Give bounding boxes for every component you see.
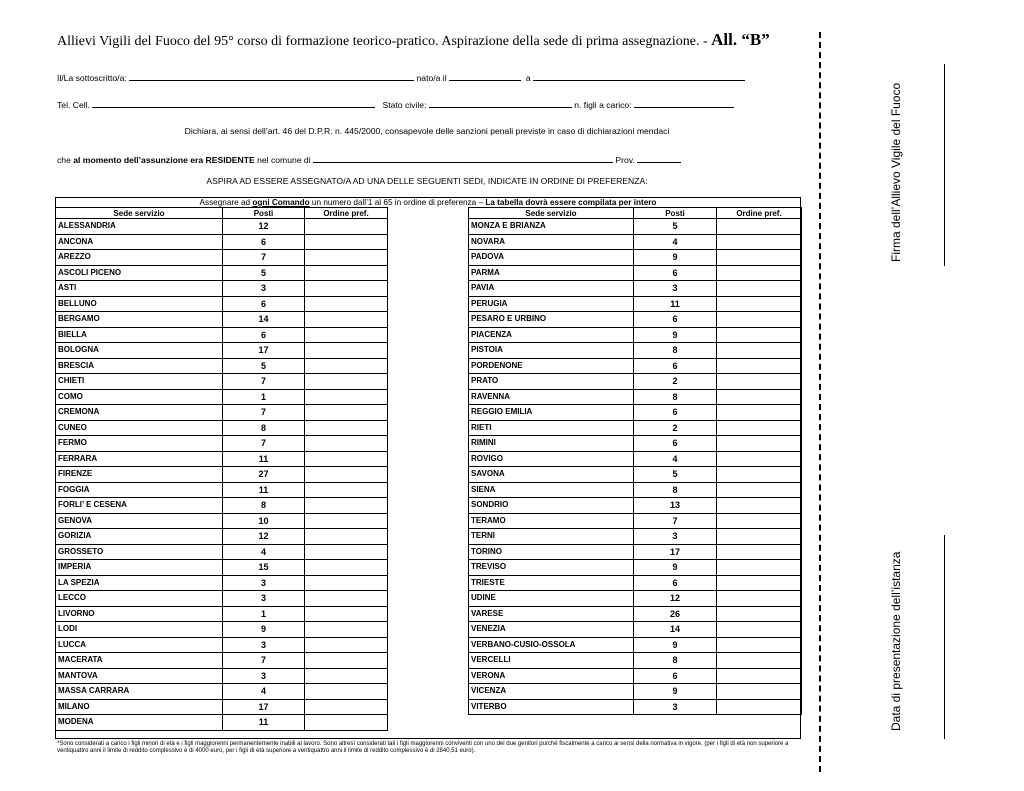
table-row: [469, 606, 802, 622]
table-row: [469, 482, 802, 498]
ordine-input-cell[interactable]: [305, 575, 388, 591]
posti-cell: 6: [634, 405, 717, 421]
posti-cell: 6: [634, 358, 717, 374]
table-row: [56, 327, 388, 343]
table-row: [469, 699, 802, 715]
sede-cell: VICENZA: [469, 684, 634, 700]
table-row: [469, 405, 802, 421]
ordine-input-cell[interactable]: [305, 296, 388, 312]
posti-cell: 11: [223, 482, 305, 498]
date-line: [944, 535, 945, 739]
ordine-input-cell[interactable]: [305, 436, 388, 452]
sede-cell: COMO: [56, 389, 223, 405]
posti-cell: 3: [634, 699, 717, 715]
ordine-input-cell[interactable]: [305, 389, 388, 405]
ordine-input-cell[interactable]: [717, 296, 802, 312]
sede-cell: BELLUNO: [56, 296, 223, 312]
header-posti: Posti: [223, 208, 305, 219]
header-ordine: Ordine pref.: [305, 208, 388, 219]
sede-cell: UDINE: [469, 591, 634, 607]
posti-cell: 1: [223, 606, 305, 622]
posti-cell: 17: [223, 343, 305, 359]
sede-cell: RIMINI: [469, 436, 634, 452]
ordine-input-cell[interactable]: [305, 405, 388, 421]
phone-field[interactable]: [92, 98, 375, 108]
posti-cell: 12: [223, 529, 305, 545]
table-row: [469, 498, 802, 514]
posti-cell: 3: [223, 668, 305, 684]
posti-cell: 7: [223, 250, 305, 266]
posti-cell: 9: [634, 250, 717, 266]
ordine-input-cell[interactable]: [717, 606, 802, 622]
ordine-input-cell[interactable]: [717, 544, 802, 560]
sede-cell: GENOVA: [56, 513, 223, 529]
posti-cell: 4: [634, 234, 717, 250]
sede-cell: BERGAMO: [56, 312, 223, 328]
posti-cell: 3: [223, 575, 305, 591]
sede-cell: IMPERIA: [56, 560, 223, 576]
posti-cell: 15: [223, 560, 305, 576]
posti-cell: 5: [223, 265, 305, 281]
ordine-input-cell[interactable]: [305, 358, 388, 374]
residence-bold: al momento dell’assunzione era RESIDENTE: [73, 155, 255, 165]
posti-cell: 14: [634, 622, 717, 638]
ordine-input-cell[interactable]: [717, 653, 802, 669]
sede-cell: REGGIO EMILIA: [469, 405, 634, 421]
table-row: [469, 513, 802, 529]
table-row: [56, 544, 388, 560]
posti-cell: 2: [634, 374, 717, 390]
table-row: [469, 622, 802, 638]
posti-cell: 4: [634, 451, 717, 467]
table-row: [469, 451, 802, 467]
assign-instructions: Assegnare ad ogni Comando un numero dall’1 al 65 in ordine di preferenza – La tabella dovrà essere compilata per intero: [199, 198, 657, 207]
sede-cell: BOLOGNA: [56, 343, 223, 359]
table-row: [469, 560, 802, 576]
table-row: [56, 467, 388, 483]
posti-cell: 5: [634, 467, 717, 483]
table-row: [56, 606, 388, 622]
posti-cell: 8: [634, 389, 717, 405]
preferences-table-right: [468, 207, 802, 715]
ordine-input-cell[interactable]: [717, 250, 802, 266]
ordine-input-cell[interactable]: [717, 374, 802, 390]
posti-cell: 7: [223, 653, 305, 669]
table-row: [56, 529, 388, 545]
sede-cell: ASTI: [56, 281, 223, 297]
table-row: [469, 250, 802, 266]
posti-cell: 6: [223, 327, 305, 343]
ordine-input-cell[interactable]: [717, 668, 802, 684]
posti-cell: 6: [223, 234, 305, 250]
sede-cell: MONZA E BRIANZA: [469, 219, 634, 235]
sede-cell: FERRARA: [56, 451, 223, 467]
ordine-input-cell[interactable]: [305, 684, 388, 700]
ordine-input-cell[interactable]: [717, 451, 802, 467]
ordine-input-cell[interactable]: [717, 529, 802, 545]
header-posti: Posti: [634, 208, 717, 219]
province-label: Prov.: [615, 155, 635, 165]
table-row: [469, 343, 802, 359]
posti-cell: 6: [634, 575, 717, 591]
ordine-input-cell[interactable]: [305, 250, 388, 266]
sede-cell: PORDENONE: [469, 358, 634, 374]
sede-cell: TERAMO: [469, 513, 634, 529]
posti-cell: 10: [223, 513, 305, 529]
sede-cell: BIELLA: [56, 327, 223, 343]
ordine-input-cell[interactable]: [305, 312, 388, 328]
posti-cell: 2: [634, 420, 717, 436]
ordine-input-cell[interactable]: [305, 327, 388, 343]
posti-cell: 8: [223, 420, 305, 436]
birth-place-label: a: [525, 73, 531, 83]
ordine-input-cell[interactable]: [717, 312, 802, 328]
table-row: [469, 265, 802, 281]
header-sede: Sede servizio: [469, 208, 634, 219]
ordine-input-cell[interactable]: [717, 343, 802, 359]
ordine-input-cell[interactable]: [305, 560, 388, 576]
table-row: [469, 529, 802, 545]
sede-cell: RIETI: [469, 420, 634, 436]
posti-cell: 9: [634, 327, 717, 343]
ordine-input-cell[interactable]: [305, 544, 388, 560]
posti-cell: 7: [223, 405, 305, 421]
ordine-input-cell[interactable]: [305, 234, 388, 250]
header-sede: Sede servizio: [56, 208, 223, 219]
sede-cell: PESARO E URBINO: [469, 312, 634, 328]
ordine-input-cell[interactable]: [305, 622, 388, 638]
posti-cell: 3: [223, 637, 305, 653]
ordine-input-cell[interactable]: [717, 622, 802, 638]
birth-place-field[interactable]: [533, 71, 745, 81]
posti-cell: 7: [223, 374, 305, 390]
sede-cell: TERNI: [469, 529, 634, 545]
table-row: [469, 420, 802, 436]
posti-cell: 11: [634, 296, 717, 312]
table-row: [56, 684, 388, 700]
table-row: [56, 451, 388, 467]
sede-cell: LUCCA: [56, 637, 223, 653]
ordine-input-cell[interactable]: [305, 265, 388, 281]
posti-cell: 12: [634, 591, 717, 607]
ordine-input-cell[interactable]: [717, 420, 802, 436]
ordine-input-cell[interactable]: [717, 575, 802, 591]
sede-cell: LECCO: [56, 591, 223, 607]
table-row: [56, 374, 388, 390]
sede-cell: VITERBO: [469, 699, 634, 715]
ordine-input-cell[interactable]: [305, 715, 388, 731]
ordine-input-cell[interactable]: [305, 498, 388, 514]
birth-date-label: nato/a il: [416, 73, 447, 83]
sede-cell: MASSA CARRARA: [56, 684, 223, 700]
posti-cell: 8: [634, 482, 717, 498]
province-field[interactable]: [637, 153, 681, 163]
sede-cell: ASCOLI PICENO: [56, 265, 223, 281]
posti-cell: 9: [223, 622, 305, 638]
sede-cell: AREZZO: [56, 250, 223, 266]
posti-cell: 11: [223, 715, 305, 731]
table-row: [56, 265, 388, 281]
table-row: [469, 234, 802, 250]
posti-cell: 6: [634, 436, 717, 452]
posti-cell: 17: [223, 699, 305, 715]
declaration-text: Dichiara, ai sensi dell’art. 46 del D.P.R. n. 445/2000, consapevole delle sanzioni penali previste in caso di dichiarazioni mendaci: [184, 126, 670, 136]
civil-status-label: Stato civile:: [382, 100, 427, 110]
ordine-input-cell[interactable]: [717, 327, 802, 343]
sede-cell: PIACENZA: [469, 327, 634, 343]
preferences-table-left: [55, 207, 388, 731]
sede-cell: PADOVA: [469, 250, 634, 266]
ordine-input-cell[interactable]: [305, 219, 388, 235]
table-row: [469, 436, 802, 452]
ordine-input-cell[interactable]: [305, 513, 388, 529]
sede-cell: NOVARA: [469, 234, 634, 250]
ordine-input-cell[interactable]: [305, 482, 388, 498]
sede-cell: ALESSANDRIA: [56, 219, 223, 235]
table-row: [56, 513, 388, 529]
table-row: [469, 668, 802, 684]
ordine-input-cell[interactable]: [717, 219, 802, 235]
posti-cell: 9: [634, 684, 717, 700]
table-row: [469, 358, 802, 374]
posti-cell: 9: [634, 560, 717, 576]
header-ordine: Ordine pref.: [717, 208, 802, 219]
posti-cell: 3: [223, 591, 305, 607]
posti-cell: 7: [223, 436, 305, 452]
municipality-field[interactable]: [313, 153, 613, 163]
posti-cell: 17: [634, 544, 717, 560]
sede-cell: SONDRIO: [469, 498, 634, 514]
posti-cell: 3: [223, 281, 305, 297]
ordine-input-cell[interactable]: [305, 606, 388, 622]
posti-cell: 1: [223, 389, 305, 405]
sede-cell: MILANO: [56, 699, 223, 715]
ordine-input-cell[interactable]: [717, 358, 802, 374]
sede-cell: FERMO: [56, 436, 223, 452]
table-row: [56, 560, 388, 576]
posti-cell: 5: [634, 219, 717, 235]
sede-cell: FORLI’ E CESENA: [56, 498, 223, 514]
ordine-input-cell[interactable]: [717, 560, 802, 576]
ordine-input-cell[interactable]: [717, 591, 802, 607]
table-row: [56, 296, 388, 312]
table-row: [469, 312, 802, 328]
table-row: [56, 436, 388, 452]
sede-cell: PAVIA: [469, 281, 634, 297]
posti-cell: 27: [223, 467, 305, 483]
name-field[interactable]: [129, 71, 414, 81]
sede-cell: LA SPEZIA: [56, 575, 223, 591]
sede-cell: CUNEO: [56, 420, 223, 436]
table-row: [56, 622, 388, 638]
ordine-input-cell[interactable]: [717, 482, 802, 498]
table-row: [469, 637, 802, 653]
aspira-heading: ASPIRA AD ESSERE ASSEGNATO/A AD UNA DELLE SEGUENTI SEDI, INDICATE IN ORDINE DI PREFERENZA:: [206, 176, 648, 186]
ordine-input-cell[interactable]: [717, 637, 802, 653]
sede-cell: VERCELLI: [469, 653, 634, 669]
sede-cell: PARMA: [469, 265, 634, 281]
ordine-input-cell[interactable]: [717, 467, 802, 483]
children-field[interactable]: [634, 98, 734, 108]
date-label: Data di presentazione dell’istanza: [889, 551, 903, 731]
table-row: [56, 699, 388, 715]
ordine-input-cell[interactable]: [717, 405, 802, 421]
sede-cell: TORINO: [469, 544, 634, 560]
table-row: [56, 591, 388, 607]
ordine-input-cell[interactable]: [305, 420, 388, 436]
ordine-input-cell[interactable]: [305, 467, 388, 483]
posti-cell: 3: [634, 529, 717, 545]
sede-cell: MACERATA: [56, 653, 223, 669]
ordine-input-cell[interactable]: [717, 234, 802, 250]
table-row: [56, 420, 388, 436]
table-row: [56, 312, 388, 328]
posti-cell: 11: [223, 451, 305, 467]
phone-label: Tel. Cell.: [57, 100, 90, 110]
table-row: [56, 715, 388, 731]
ordine-input-cell[interactable]: [717, 513, 802, 529]
ordine-input-cell[interactable]: [717, 265, 802, 281]
posti-cell: 8: [223, 498, 305, 514]
table-row: [56, 219, 388, 235]
sede-cell: TRIESTE: [469, 575, 634, 591]
table-row: [469, 374, 802, 390]
table-row: [469, 281, 802, 297]
sede-cell: PISTOIA: [469, 343, 634, 359]
table-row: [56, 575, 388, 591]
table-row: [56, 358, 388, 374]
footnote: *Sono considerati a carico i figli minori di età e i figli maggiorenni permanentemente inabili al lavoro. Sono altresì considerati tali i figli maggiorenni conviventi con uno dei due genitori purché fiscalmente a carico ai sensi della normativa in vigore. (per i figli di età non superiore a ventiquattro anni il limite di reddito complessivo è di 4000 euro, per i figli di età superiore a ventiquattro anni il limite di reddito complessivo è di 2840,51 euro).: [57, 741, 789, 754]
posti-cell: 4: [223, 684, 305, 700]
ordine-input-cell[interactable]: [305, 451, 388, 467]
sede-cell: LIVORNO: [56, 606, 223, 622]
ordine-input-cell[interactable]: [717, 684, 802, 700]
sede-cell: GORIZIA: [56, 529, 223, 545]
sede-cell: ROVIGO: [469, 451, 634, 467]
posti-cell: 8: [634, 653, 717, 669]
table-row: [56, 482, 388, 498]
sede-cell: BRESCIA: [56, 358, 223, 374]
ordine-input-cell[interactable]: [305, 281, 388, 297]
posti-cell: 8: [634, 343, 717, 359]
table-row: [469, 389, 802, 405]
posti-cell: 26: [634, 606, 717, 622]
sede-cell: PERUGIA: [469, 296, 634, 312]
annex-label: All. “B”: [711, 30, 770, 49]
ordine-input-cell[interactable]: [305, 374, 388, 390]
contact-row: [57, 98, 734, 110]
children-label: n. figli a carico:: [574, 100, 632, 110]
posti-cell: 6: [634, 668, 717, 684]
sede-cell: FIRENZE: [56, 467, 223, 483]
sede-cell: GROSSETO: [56, 544, 223, 560]
table-row: [56, 498, 388, 514]
ordine-input-cell[interactable]: [305, 343, 388, 359]
posti-cell: 9: [634, 637, 717, 653]
table-row: [469, 684, 802, 700]
table-row: [56, 234, 388, 250]
table-row: [56, 668, 388, 684]
posti-cell: 12: [223, 219, 305, 235]
sede-cell: VENEZIA: [469, 622, 634, 638]
ordine-input-cell[interactable]: [717, 498, 802, 514]
ordine-input-cell[interactable]: [717, 389, 802, 405]
table-row: [56, 281, 388, 297]
ordine-input-cell[interactable]: [305, 699, 388, 715]
sede-cell: ANCONA: [56, 234, 223, 250]
civil-status-field[interactable]: [429, 98, 572, 108]
table-row: [56, 637, 388, 653]
cut-line: [819, 32, 821, 772]
table-row: [469, 467, 802, 483]
posti-cell: 7: [634, 513, 717, 529]
residence-row: che al momento dell’assunzione era RESIDENTE nel comune di Prov.: [57, 153, 681, 165]
table-row: [469, 591, 802, 607]
table-row: [56, 653, 388, 669]
applicant-row: [57, 71, 745, 83]
ordine-input-cell[interactable]: [305, 637, 388, 653]
page-title: Allievi Vigili del Fuoco del 95° corso di formazione teorico-pratico. Aspirazione della sede di prima assegnazione. - All. “B”: [57, 30, 770, 49]
sede-cell: SIENA: [469, 482, 634, 498]
table-row: [469, 544, 802, 560]
posti-cell: 6: [634, 265, 717, 281]
posti-cell: 5: [223, 358, 305, 374]
sede-cell: MANTOVA: [56, 668, 223, 684]
sede-cell: CREMONA: [56, 405, 223, 421]
sede-cell: VERBANO-CUSIO-OSSOLA: [469, 637, 634, 653]
signature-line: [944, 64, 945, 266]
sede-cell: PRATO: [469, 374, 634, 390]
ordine-input-cell[interactable]: [717, 699, 802, 715]
sede-cell: FOGGIA: [56, 482, 223, 498]
sede-cell: LODI: [56, 622, 223, 638]
sede-cell: SAVONA: [469, 467, 634, 483]
posti-cell: 6: [634, 312, 717, 328]
sede-cell: MODENA: [56, 715, 223, 731]
table-row: [56, 250, 388, 266]
ordine-input-cell[interactable]: [305, 591, 388, 607]
table-row: [469, 219, 802, 235]
table-row: [56, 343, 388, 359]
posti-cell: 13: [634, 498, 717, 514]
ordine-input-cell[interactable]: [717, 436, 802, 452]
sede-cell: RAVENNA: [469, 389, 634, 405]
sede-cell: CHIETI: [56, 374, 223, 390]
sede-cell: TREVISO: [469, 560, 634, 576]
table-row: [56, 389, 388, 405]
posti-cell: 3: [634, 281, 717, 297]
ordine-input-cell[interactable]: [305, 653, 388, 669]
name-label: Il/La sottoscritto/a:: [57, 73, 127, 83]
table-row: [469, 327, 802, 343]
posti-cell: 14: [223, 312, 305, 328]
ordine-input-cell[interactable]: [305, 668, 388, 684]
table-row: [469, 653, 802, 669]
table-row: [469, 296, 802, 312]
posti-cell: 6: [223, 296, 305, 312]
birth-date-field[interactable]: [449, 71, 521, 81]
posti-cell: 4: [223, 544, 305, 560]
table-row: [56, 405, 388, 421]
sede-cell: VARESE: [469, 606, 634, 622]
signature-label: Firma dell’Allievo Vigile del Fuoco: [889, 82, 903, 262]
ordine-input-cell[interactable]: [717, 281, 802, 297]
sede-cell: VERONA: [469, 668, 634, 684]
ordine-input-cell[interactable]: [305, 529, 388, 545]
table-row: [469, 575, 802, 591]
